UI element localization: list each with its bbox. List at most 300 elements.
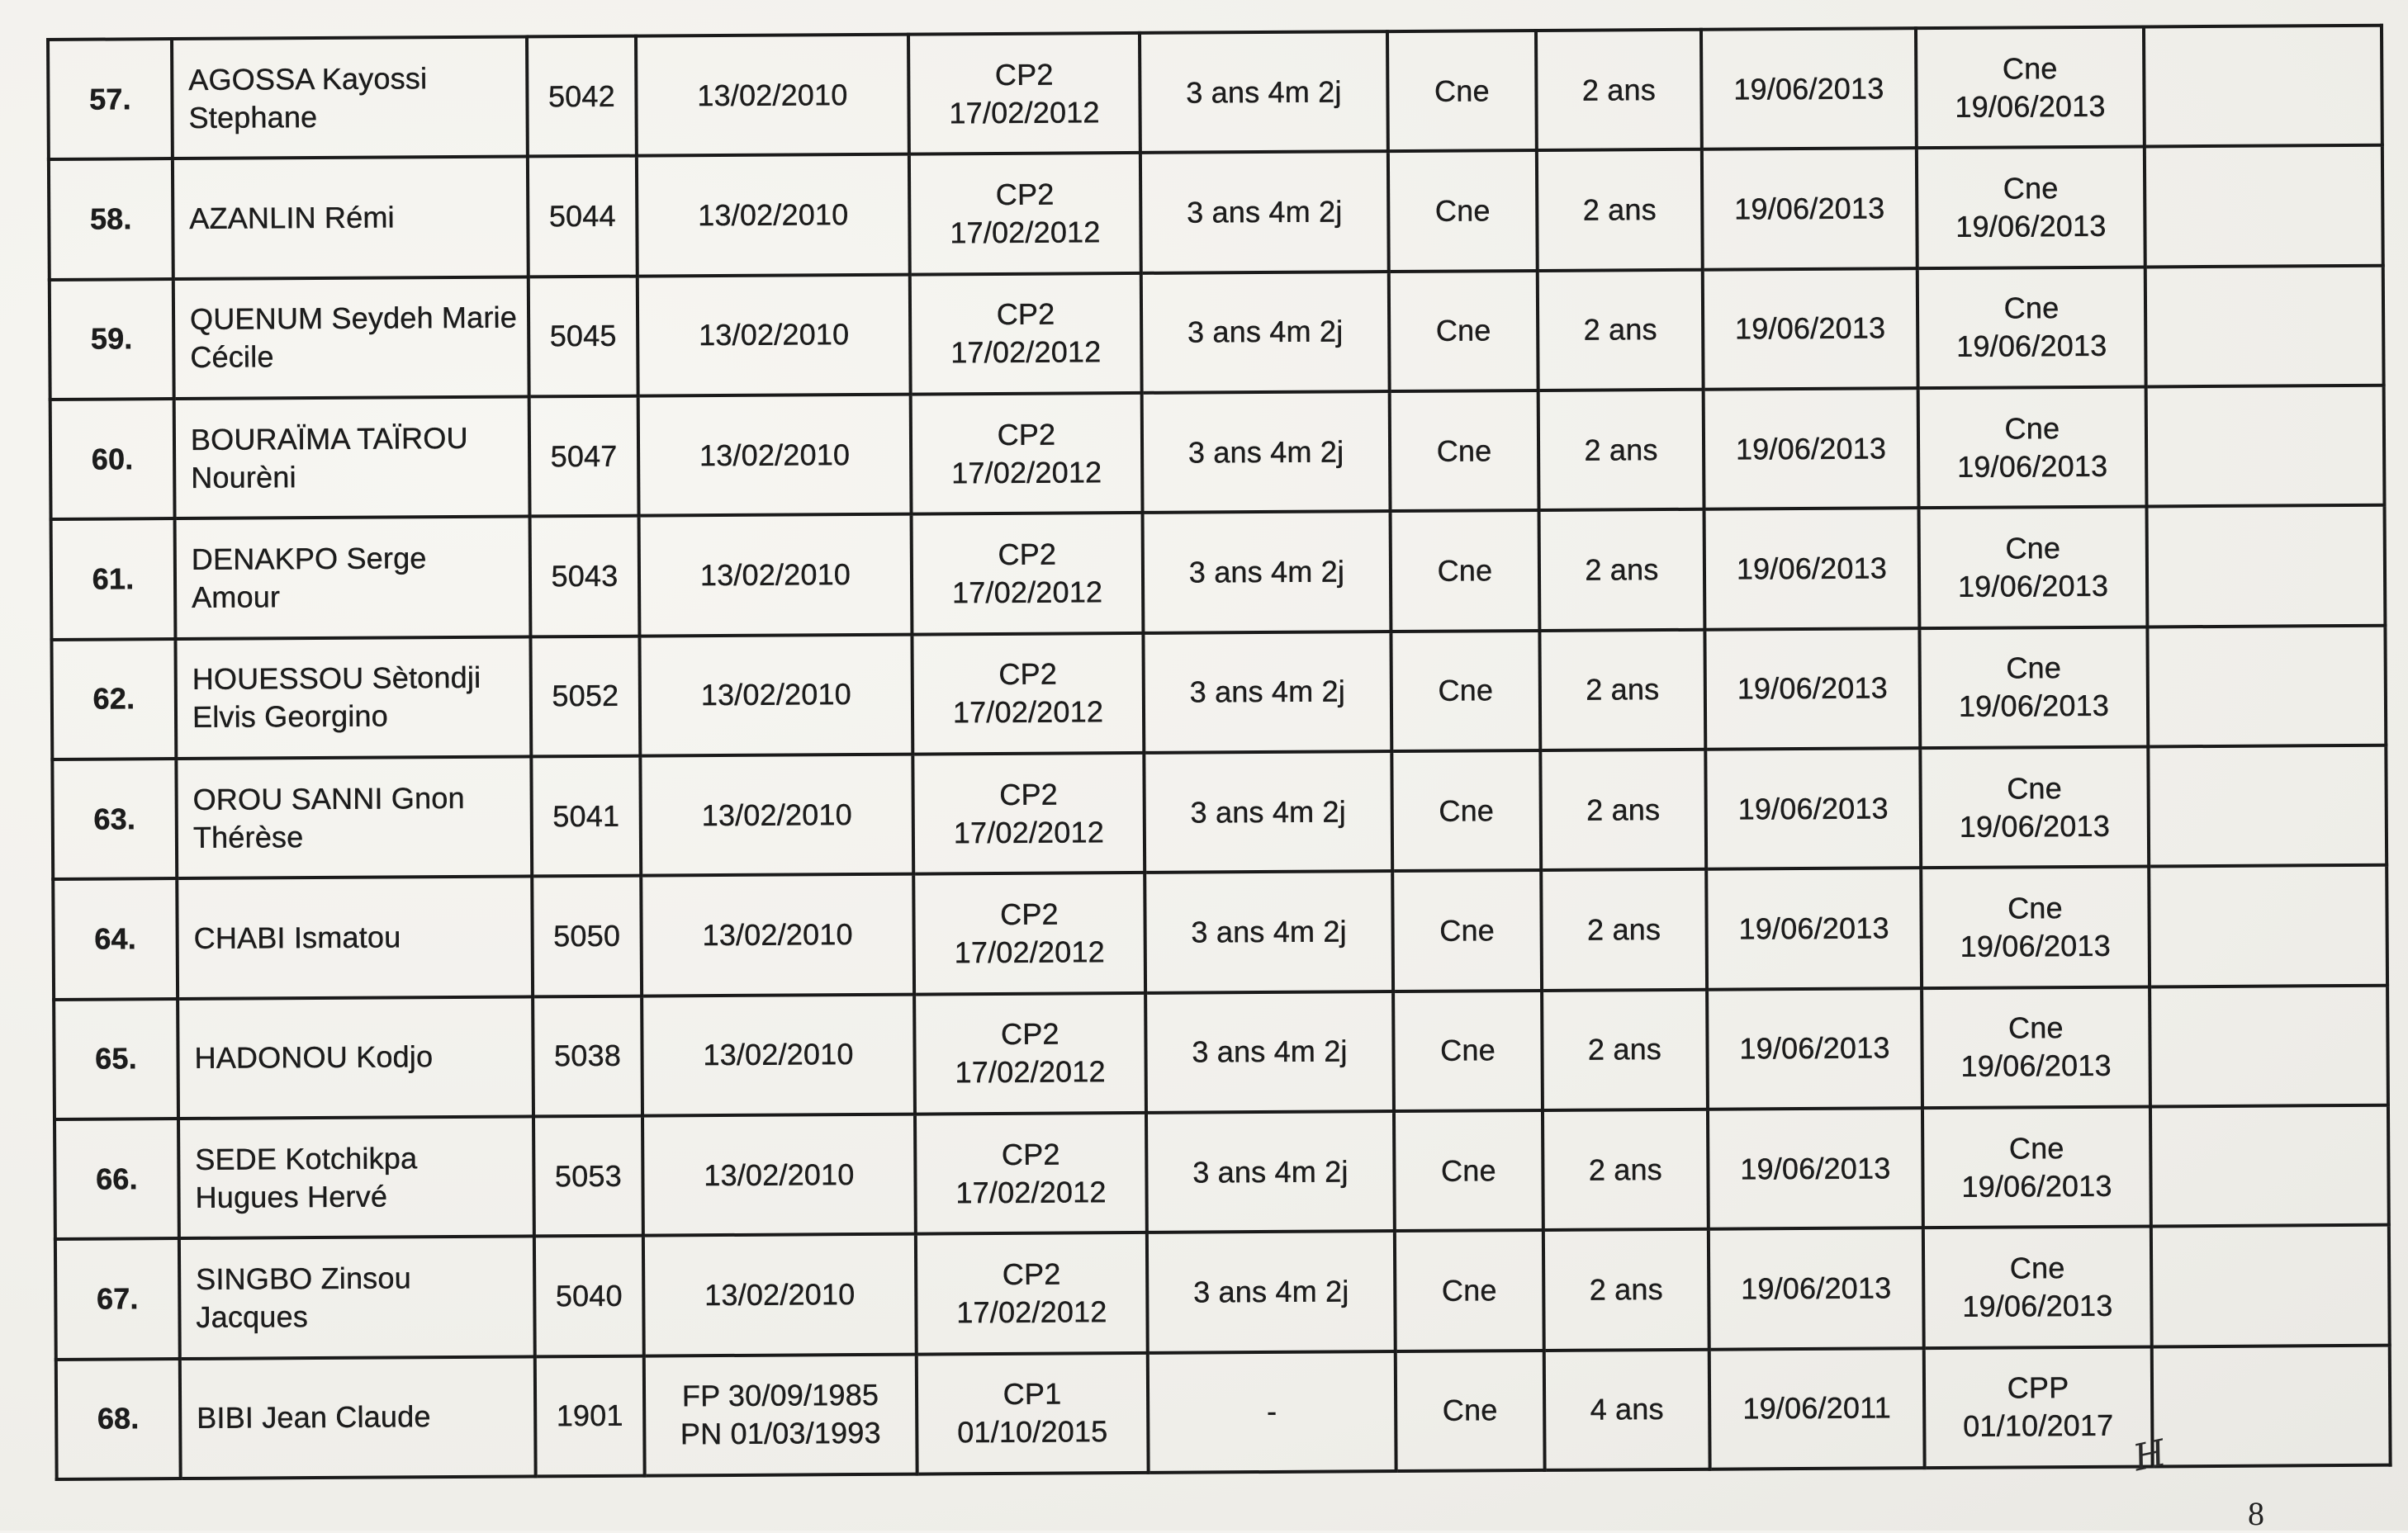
name-cell-name-l1: OROU SANNI Gnon [192, 780, 465, 816]
observation-cell [2151, 1225, 2390, 1346]
handwritten-initial: H [2130, 1431, 2170, 1480]
table-row [55, 1225, 2390, 1360]
new-rank-cell-new-date: 19/06/2013 [1957, 568, 2109, 603]
table-row [52, 745, 2387, 880]
new-rank-cell-new-rank: CPP [2007, 1370, 2069, 1405]
new-rank-cell [1923, 1227, 2152, 1348]
effective-date-cell [1708, 1108, 1923, 1229]
years-cell-years: 4 ans [1590, 1392, 1664, 1427]
row-number-cell [54, 999, 178, 1119]
matricule-cell-matricule: 5038 [553, 1039, 622, 1073]
new-rank-cell [1917, 147, 2145, 268]
effective-date-cell-effective: 19/06/2013 [1738, 911, 1889, 946]
effective-date-cell-effective: 19/06/2011 [1742, 1390, 1892, 1426]
rank-cell-rank: Cne [1434, 193, 1491, 228]
grade-cell-grade: CP2 [1001, 1137, 1060, 1171]
name-cell-name-l2: Thérèse [192, 819, 304, 854]
name-cell-name-l2: Amour [192, 580, 281, 614]
matricule-cell [529, 276, 638, 396]
name-cell-name-l2: Hugues Hervé [195, 1179, 388, 1214]
duration-cell [1141, 272, 1390, 393]
rank-cell [1390, 390, 1539, 511]
duration-cell-duration: 3 ans 4m 2j [1189, 674, 1346, 709]
row-number-cell [55, 1119, 179, 1239]
new-rank-cell [1921, 867, 2150, 988]
new-rank-cell-new-date: 19/06/2013 [1961, 1168, 2112, 1204]
name-cell-name-l1: HOUESSOU Sètondji [192, 660, 481, 697]
name-cell [174, 396, 530, 518]
page-number: 8 [2248, 1495, 2264, 1532]
table-row [51, 625, 2386, 759]
years-cell [1543, 1229, 1709, 1351]
name-cell-name-l2: Elvis Georgino [192, 698, 389, 735]
table-container [46, 24, 2389, 1481]
grade-cell-grade: CP2 [995, 177, 1055, 211]
row-number-cell [49, 159, 173, 279]
rank-cell [1393, 991, 1543, 1111]
new-rank-cell-new-date: 19/06/2013 [1962, 1288, 2113, 1323]
new-rank-cell [1924, 1346, 2153, 1468]
name-cell-name-l1: CHABI Ismatou [193, 920, 401, 955]
duration-cell [1146, 1111, 1395, 1233]
date-cell-date: 13/02/2010 [698, 317, 850, 352]
date-cell [639, 514, 912, 636]
grade-cell-grade-date: 01/10/2015 [957, 1414, 1108, 1450]
years-cell-years: 2 ans [1582, 192, 1657, 227]
table-row [53, 865, 2387, 1000]
grade-cell [917, 1352, 1149, 1474]
row-number-cell [51, 518, 176, 639]
rank-cell-rank: Cne [1435, 313, 1491, 348]
table-row [56, 1345, 2391, 1479]
effective-date-cell-effective: 19/06/2013 [1734, 191, 1885, 226]
date-cell [642, 1114, 916, 1236]
grade-cell-grade-date: 17/02/2012 [950, 334, 1102, 370]
new-rank-cell-new-rank: Cne [2007, 1010, 2064, 1045]
date-cell [638, 395, 912, 516]
date-cell-date: 13/02/2010 [699, 437, 851, 472]
date-cell-date: 13/02/2010 [703, 1037, 854, 1072]
new-rank-cell-new-rank: Cne [2008, 1130, 2064, 1166]
new-rank-cell-new-rank: Cne [2009, 1251, 2065, 1285]
name-cell-name-l1: HADONOU Kodjo [194, 1039, 434, 1076]
effective-date-cell [1706, 868, 1922, 989]
name-cell-name-l1: DENAKPO Serge [191, 541, 427, 576]
date-cell-date: FP 30/09/1985 [681, 1378, 879, 1413]
duration-cell-duration: - [1266, 1394, 1277, 1429]
years-cell-years: 2 ans [1587, 1032, 1662, 1067]
row-number-cell-num: 57. [88, 82, 131, 116]
duration-cell [1140, 151, 1389, 272]
new-rank-cell [1920, 746, 2149, 868]
new-rank-cell-new-date: 19/06/2013 [1956, 448, 2108, 484]
grade-cell [912, 633, 1144, 755]
date-cell [636, 35, 909, 156]
years-cell-years: 2 ans [1581, 72, 1657, 107]
row-number-cell [55, 1238, 180, 1359]
row-number-cell-num: 59. [90, 321, 133, 356]
grade-cell [913, 873, 1145, 994]
years-cell [1540, 750, 1706, 871]
date-cell-date: 13/02/2010 [702, 917, 853, 953]
years-cell-years: 2 ans [1586, 792, 1661, 827]
grade-cell [909, 153, 1141, 274]
duration-cell-duration: 3 ans 4m 2j [1186, 74, 1342, 110]
years-cell [1537, 149, 1703, 271]
duration-cell [1142, 391, 1391, 513]
new-rank-cell-new-date: 19/06/2013 [1955, 208, 2107, 244]
matricule-cell [532, 876, 642, 996]
rank-cell [1391, 750, 1541, 871]
date-cell [641, 874, 914, 996]
date-cell-date: 13/02/2010 [700, 677, 852, 712]
new-rank-cell-new-date: 19/06/2013 [1960, 1048, 2112, 1084]
new-rank-cell-new-rank: Cne [2007, 770, 2063, 806]
duration-cell-duration: 3 ans 4m 2j [1187, 194, 1343, 229]
row-number-cell [48, 39, 173, 159]
new-rank-cell-new-rank: Cne [2002, 50, 2058, 86]
effective-date-cell-effective: 19/06/2013 [1740, 1150, 1891, 1186]
row-number-cell-num: 66. [95, 1161, 138, 1196]
rank-cell-rank: Cne [1440, 1152, 1496, 1188]
rank-cell-rank: Cne [1439, 913, 1496, 948]
grade-cell-grade-date: 17/02/2012 [955, 1174, 1107, 1209]
years-cell [1543, 1110, 1709, 1231]
matricule-cell-matricule: 5042 [547, 78, 616, 113]
date-cell [644, 1354, 917, 1475]
rank-cell [1391, 631, 1540, 751]
grade-cell-grade: CP2 [1002, 1256, 1061, 1291]
name-cell-name-l1: AZANLIN Rémi [189, 200, 395, 235]
table-row [50, 386, 2385, 520]
effective-date-cell-effective: 19/06/2013 [1733, 71, 1884, 106]
matricule-cell-matricule: 5040 [555, 1278, 623, 1313]
matricule-cell-matricule: 5053 [554, 1158, 622, 1193]
row-number-cell [50, 399, 175, 519]
rank-cell-rank: Cne [1442, 1393, 1498, 1427]
new-rank-cell-new-date: 19/06/2013 [1956, 329, 2107, 364]
name-cell [178, 1116, 534, 1238]
rank-cell [1388, 150, 1538, 271]
grade-cell [916, 1233, 1148, 1354]
grade-cell [912, 753, 1145, 874]
matricule-cell-matricule: 5041 [552, 798, 620, 833]
grade-cell-grade: CP2 [998, 656, 1058, 692]
grade-cell [910, 273, 1142, 395]
row-number-cell-num: 68. [97, 1401, 140, 1436]
new-rank-cell [1919, 507, 2148, 628]
row-number-cell-num: 67. [96, 1281, 139, 1316]
table-row [50, 265, 2384, 400]
observation-cell [2149, 865, 2387, 987]
personnel-table [46, 24, 2392, 1481]
rank-cell-rank: Cne [1434, 73, 1490, 108]
duration-cell [1145, 871, 1393, 992]
row-number-cell [53, 878, 178, 999]
grade-cell-grade-date: 17/02/2012 [949, 94, 1100, 130]
duration-cell [1145, 991, 1394, 1113]
new-rank-cell-new-rank: Cne [2005, 531, 2061, 565]
row-number-cell [56, 1359, 181, 1479]
years-cell-years: 2 ans [1589, 1272, 1663, 1307]
date-cell-date: 13/02/2010 [698, 197, 849, 233]
duration-cell [1143, 511, 1391, 632]
matricule-cell-matricule: 5047 [550, 438, 618, 473]
years-cell [1539, 629, 1705, 750]
name-cell-name-l1: AGOSSA Kayossi [188, 60, 428, 97]
years-cell-years: 2 ans [1584, 432, 1658, 467]
new-rank-cell-new-date: 01/10/2017 [1963, 1408, 2114, 1444]
new-rank-cell-new-rank: Cne [2004, 410, 2060, 446]
matricule-cell [533, 1116, 643, 1237]
effective-date-cell [1702, 148, 1917, 269]
grade-cell-grade-date: 17/02/2012 [955, 1054, 1106, 1090]
observation-cell [2147, 625, 2386, 746]
duration-cell-duration: 3 ans 4m 2j [1187, 434, 1344, 470]
row-number-cell [52, 759, 177, 879]
new-rank-cell-new-date: 19/06/2013 [1959, 808, 2111, 844]
name-cell-name-l1: BOURAÏMA TAÏROU [190, 420, 468, 457]
grade-cell-grade-date: 17/02/2012 [952, 694, 1104, 730]
matricule-cell-matricule: 1901 [556, 1398, 623, 1433]
years-cell-years: 2 ans [1586, 912, 1661, 947]
years-cell-years: 2 ans [1588, 1152, 1663, 1187]
grade-cell-grade: CP2 [1000, 897, 1059, 931]
rank-cell [1392, 870, 1542, 991]
duration-cell-duration: 3 ans 4m 2j [1188, 554, 1345, 589]
name-cell-name-l1: SEDE Kotchikpa [195, 1140, 418, 1176]
grade-cell [912, 513, 1144, 634]
effective-date-cell [1705, 748, 1921, 869]
matricule-cell [530, 636, 640, 756]
rank-cell [1394, 1110, 1543, 1231]
rank-cell-rank: Cne [1439, 793, 1495, 828]
observation-cell [2152, 1345, 2391, 1466]
name-cell [173, 157, 529, 279]
rank-cell-rank: Cne [1437, 553, 1493, 588]
duration-cell [1143, 632, 1391, 753]
row-number-cell [51, 639, 176, 759]
effective-date-cell [1704, 508, 1920, 629]
grade-cell [914, 993, 1146, 1114]
rank-cell-rank: Cne [1438, 673, 1494, 708]
grade-cell-grade-date: 17/02/2012 [951, 454, 1102, 490]
duration-cell-duration: 3 ans 4m 2j [1190, 794, 1347, 830]
years-cell-years: 2 ans [1586, 672, 1660, 707]
new-rank-cell [1922, 1106, 2151, 1228]
duration-cell [1144, 751, 1392, 873]
table-row [48, 26, 2382, 160]
new-rank-cell [1922, 987, 2150, 1108]
effective-date-cell [1704, 388, 1919, 509]
years-cell [1539, 509, 1705, 631]
duration-cell-duration: 3 ans 4m 2j [1193, 1274, 1349, 1309]
observation-cell [2146, 386, 2385, 507]
new-rank-cell-new-rank: Cne [2006, 651, 2062, 685]
years-cell [1538, 269, 1704, 390]
effective-date-cell-effective: 19/06/2013 [1736, 551, 1888, 586]
observation-cell [2150, 985, 2388, 1106]
new-rank-cell [1917, 267, 2146, 388]
row-number-cell-num: 64. [94, 921, 137, 956]
name-cell [178, 996, 533, 1119]
grade-cell [908, 33, 1140, 154]
date-cell [637, 154, 910, 276]
grade-cell-grade: CP2 [996, 296, 1055, 332]
matricule-cell [535, 1356, 645, 1476]
rank-cell-rank: Cne [1440, 1033, 1496, 1067]
date-cell-date-l2: PN 01/03/1993 [680, 1416, 881, 1451]
grade-cell-grade: CP2 [999, 777, 1059, 811]
table-row [51, 505, 2386, 640]
new-rank-cell-new-rank: Cne [2003, 171, 2059, 206]
row-number-cell [50, 279, 174, 400]
duration-cell-duration: 3 ans 4m 2j [1192, 1154, 1349, 1190]
effective-date-cell [1709, 1348, 1925, 1469]
matricule-cell-matricule: 5045 [549, 319, 617, 353]
effective-date-cell [1703, 268, 1918, 390]
effective-date-cell [1701, 28, 1917, 149]
row-number-cell-num: 63. [93, 801, 136, 836]
date-cell [638, 274, 911, 395]
grade-cell [911, 393, 1143, 514]
new-rank-cell [1919, 627, 2148, 748]
date-cell-date: 13/02/2010 [697, 77, 848, 112]
new-rank-cell-new-rank: Cne [2003, 291, 2060, 325]
name-cell [179, 1237, 535, 1359]
row-number-cell-num: 58. [89, 201, 132, 236]
matricule-cell [527, 36, 637, 157]
row-number-cell-num: 61. [92, 561, 135, 596]
duration-cell-duration: 3 ans 4m 2j [1192, 1034, 1348, 1069]
observation-cell [2144, 26, 2382, 147]
grade-cell-grade-date: 17/02/2012 [953, 814, 1105, 849]
table-row [55, 1105, 2389, 1240]
effective-date-cell-effective: 19/06/2013 [1737, 791, 1889, 826]
name-cell [172, 36, 528, 159]
grade-cell-grade: CP2 [997, 417, 1056, 452]
effective-date-cell-effective: 19/06/2013 [1735, 431, 1887, 466]
name-cell-name-l1: BIBI Jean Claude [197, 1399, 431, 1436]
date-cell-date: 13/02/2010 [704, 1157, 855, 1192]
effective-date-cell-effective: 19/06/2013 [1737, 670, 1889, 706]
grade-cell-grade: CP2 [994, 57, 1054, 92]
new-rank-cell-new-date: 19/06/2013 [1958, 688, 2110, 724]
years-cell [1542, 989, 1708, 1110]
row-number-cell-num: 65. [95, 1041, 138, 1076]
observation-cell [2145, 265, 2384, 386]
grade-cell-grade: CP2 [998, 537, 1057, 571]
grade-cell-grade-date: 17/02/2012 [950, 215, 1101, 250]
matricule-cell [534, 1236, 644, 1356]
duration-cell [1147, 1231, 1396, 1352]
date-cell [643, 1234, 917, 1356]
matricule-cell-matricule: 5052 [552, 679, 619, 713]
matricule-cell [530, 516, 640, 636]
rank-cell [1387, 31, 1537, 151]
rank-cell-rank: Cne [1441, 1273, 1497, 1308]
matricule-cell [533, 996, 642, 1116]
rank-cell [1391, 510, 1540, 631]
matricule-cell-matricule: 5043 [551, 558, 619, 594]
grade-cell-grade: CP1 [1003, 1376, 1062, 1412]
name-cell [175, 636, 531, 759]
effective-date-cell [1704, 628, 1920, 750]
table-row [49, 145, 2383, 280]
years-cell [1538, 390, 1704, 511]
name-cell-name-l1: SINGBO Zinsou [196, 1261, 411, 1296]
effective-date-cell [1707, 988, 1922, 1110]
matricule-cell [529, 396, 639, 517]
grade-cell-grade-date: 17/02/2012 [951, 575, 1103, 610]
name-cell-name-l2: Jacques [196, 1299, 309, 1334]
name-cell-name-l2: Cécile [190, 339, 274, 375]
effective-date-cell-effective: 19/06/2013 [1734, 310, 1886, 346]
row-number-cell-num: 62. [92, 681, 135, 716]
observation-cell [2145, 145, 2383, 267]
effective-date-cell [1709, 1228, 1924, 1349]
effective-date-cell-effective: 19/06/2013 [1739, 1030, 1890, 1066]
table-body [48, 26, 2391, 1479]
effective-date-cell-effective: 19/06/2013 [1741, 1270, 1892, 1306]
date-cell [642, 994, 915, 1115]
name-cell [175, 517, 531, 639]
name-cell-name-l2: Stephane [188, 99, 318, 135]
new-rank-cell [1916, 26, 2145, 148]
new-rank-cell [1918, 386, 2147, 508]
years-cell-years: 2 ans [1583, 312, 1657, 347]
name-cell [176, 756, 532, 878]
observation-cell [2150, 1105, 2389, 1227]
name-cell-name-l2: Nourèni [191, 459, 296, 494]
duration-cell [1148, 1351, 1396, 1473]
table-row [54, 985, 2388, 1119]
years-cell-years: 2 ans [1585, 552, 1659, 587]
observation-cell [2148, 745, 2387, 867]
duration-cell [1140, 31, 1388, 153]
date-cell-date: 13/02/2010 [701, 797, 852, 832]
new-rank-cell-new-date: 19/06/2013 [1955, 88, 2106, 124]
matricule-cell [528, 156, 638, 277]
grade-cell-grade: CP2 [1000, 1016, 1059, 1052]
date-cell-date: 13/02/2010 [704, 1276, 856, 1313]
years-cell [1536, 30, 1702, 151]
name-cell [180, 1356, 536, 1479]
matricule-cell [531, 756, 641, 877]
matricule-cell-matricule: 5044 [548, 198, 616, 234]
name-cell [177, 877, 533, 999]
matricule-cell-matricule: 5050 [553, 918, 621, 953]
date-cell [639, 634, 912, 755]
rank-cell-rank: Cne [1436, 433, 1492, 468]
row-number-cell-num: 60. [91, 442, 134, 476]
grade-cell-grade-date: 17/02/2012 [956, 1294, 1107, 1330]
years-cell [1544, 1349, 1710, 1470]
duration-cell-duration: 3 ans 4m 2j [1191, 914, 1347, 949]
date-cell [640, 755, 913, 876]
grade-cell-grade-date: 17/02/2012 [954, 934, 1106, 970]
rank-cell [1389, 271, 1538, 391]
rank-cell [1395, 1230, 1544, 1351]
years-cell [1541, 869, 1707, 991]
duration-cell-duration: 3 ans 4m 2j [1187, 314, 1344, 349]
observation-cell [2147, 505, 2386, 627]
new-rank-cell-new-rank: Cne [2007, 891, 2063, 925]
new-rank-cell-new-date: 19/06/2013 [1960, 928, 2111, 963]
date-cell-date: 13/02/2010 [699, 557, 851, 593]
name-cell-name-l1: QUENUM Seydeh Marie [189, 300, 518, 337]
grade-cell [915, 1113, 1147, 1234]
